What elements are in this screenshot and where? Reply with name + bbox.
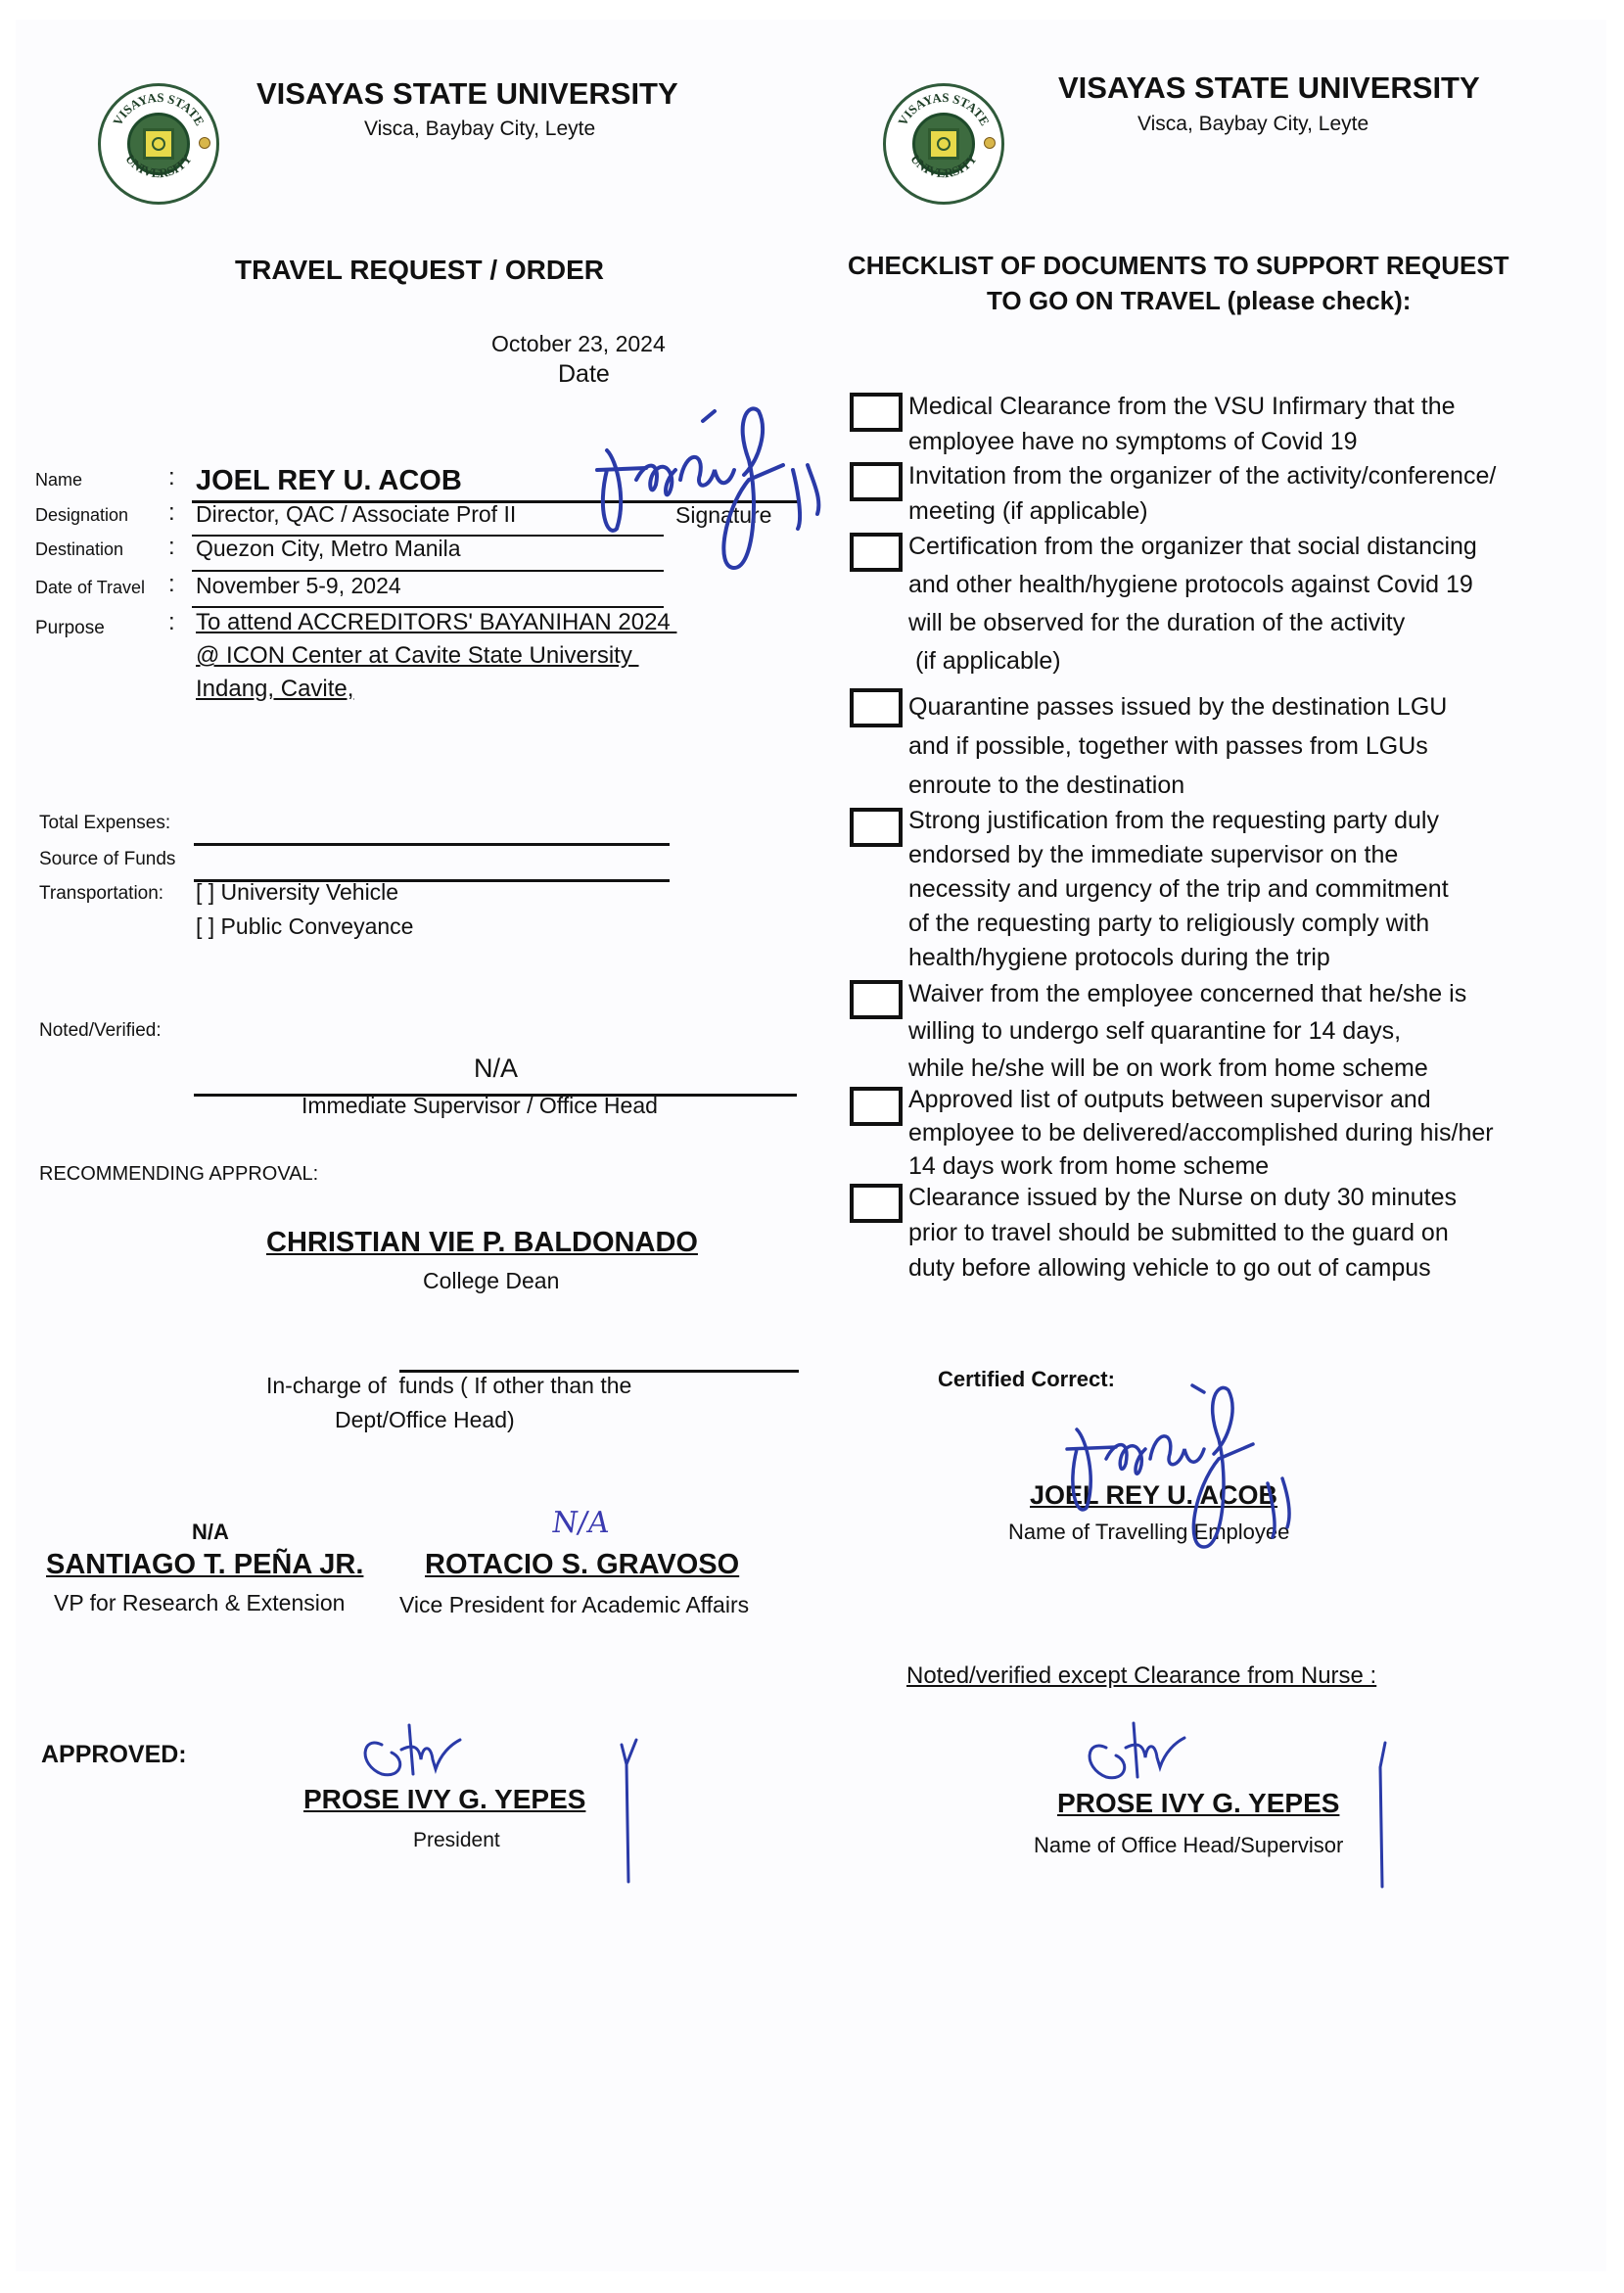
- vp2-handwritten-na: N/A: [549, 1506, 612, 1540]
- request-date: October 23, 2024: [491, 331, 666, 356]
- purpose-line-3: Indang, Cavite,: [196, 676, 354, 702]
- form-title: TRAVEL REQUEST / ORDER: [235, 255, 605, 285]
- funds-caption-1: In-charge of funds ( If other than the: [266, 1373, 632, 1398]
- checkbox-nurse-clearance[interactable]: [850, 1184, 903, 1223]
- total-expenses-label: Total Expenses:: [39, 813, 171, 833]
- employee-name: JOEL REY U. ACOB: [1030, 1480, 1278, 1510]
- svg-text:UNIVERSITY: UNIVERSITY: [907, 151, 980, 181]
- date-of-travel-colon: :: [168, 571, 175, 597]
- date-of-travel-label: Date of Travel: [35, 578, 146, 597]
- university-address-left: Visca, Baybay City, Leyte: [364, 117, 596, 140]
- recommending-approval-label: RECOMMENDING APPROVAL:: [39, 1163, 319, 1185]
- checkbox-waiver[interactable]: [850, 980, 903, 1019]
- name-value: JOEL REY U. ACOB: [196, 465, 462, 496]
- president-signature: [343, 1715, 656, 1892]
- checklist-item-text: Medical Clearance from the VSU Infirmary that the employee have no symptoms of Covid 19: [908, 393, 1456, 455]
- svg-text:VISAYAS STATE: VISAYAS STATE: [895, 89, 993, 128]
- destination-value: Quezon City, Metro Manila: [196, 536, 461, 561]
- designation-value: Director, QAC / Associate Prof II: [196, 501, 517, 527]
- checkbox-approved-outputs[interactable]: [850, 1087, 903, 1126]
- certified-correct-label: Certified Correct:: [938, 1367, 1115, 1391]
- checklist-item-text: Quarantine passes issued by the destination LGU and if possible, together with passes from LGUs enroute to the destination: [908, 693, 1448, 799]
- office-head-name: PROSE IVY G. YEPES: [1057, 1788, 1340, 1818]
- signature-label: Signature: [675, 502, 772, 528]
- employee-signature-top: [587, 392, 901, 597]
- designation-label: Designation: [35, 505, 129, 525]
- checklist-item-text: Clearance issued by the Nurse on duty 30 minutes prior to travel should be submitted to the guard on duty before allowing vehicle to go out of campus: [908, 1184, 1458, 1282]
- noted-except-nurse-label: Noted/verified except Clearance from Nurse :: [906, 1662, 1377, 1689]
- vp1-na: N/A: [192, 1520, 229, 1544]
- noted-verified-label: Noted/Verified:: [39, 1020, 162, 1041]
- approved-label: APPROVED:: [41, 1741, 187, 1768]
- checklist-item-text: Invitation from the organizer of the activity/conference/ meeting (if applicable): [908, 462, 1497, 525]
- president-name: PROSE IVY G. YEPES: [303, 1784, 586, 1814]
- president-title: President: [413, 1829, 500, 1851]
- office-head-caption: Name of Office Head/Supervisor: [1034, 1833, 1344, 1857]
- checkbox-strong-justification[interactable]: [850, 808, 903, 847]
- university-name-left: VISAYAS STATE UNIVERSITY: [256, 76, 678, 111]
- employee-caption: Name of Travelling Employee: [1008, 1520, 1290, 1544]
- university-seal-right: [883, 83, 1004, 205]
- designation-colon: :: [168, 499, 175, 526]
- date-label: Date: [558, 360, 610, 388]
- employee-signature-certified: [1057, 1380, 1370, 1576]
- dean-title: College Dean: [423, 1268, 560, 1293]
- dean-name: CHRISTIAN VIE P. BALDONADO: [266, 1227, 698, 1258]
- university-seal-left: [98, 83, 219, 205]
- funds-caption-2: Dept/Office Head): [335, 1407, 515, 1432]
- checklist-item-text: Waiver from the employee concerned that he/she is willing to undergo self quarantine for 14 days, while he/she will be on work from home scheme: [908, 980, 1467, 1082]
- name-label: Name: [35, 470, 83, 490]
- checklist-title-line-1: CHECKLIST OF DOCUMENTS TO SUPPORT REQUEST: [848, 251, 1509, 280]
- university-address-right: Visca, Baybay City, Leyte: [1137, 113, 1369, 135]
- date-of-travel-value: November 5-9, 2024: [196, 573, 401, 598]
- svg-text:VISAYAS STATE: VISAYAS STATE: [110, 89, 208, 128]
- purpose-colon: :: [168, 609, 175, 635]
- destination-colon: :: [168, 534, 175, 560]
- office-head-signature: [1077, 1718, 1400, 1895]
- source-of-funds-label: Source of Funds: [39, 849, 176, 869]
- transport-option-public-conveyance[interactable]: [ ] Public Conveyance: [196, 913, 414, 939]
- checklist-item-text: Strong justification from the requesting party duly endorsed by the immediate supervisor on the necessity and urgency of the trip and commitment of the requesting party to religiously comply with health/hygiene protocols during the trip: [908, 807, 1449, 971]
- vp2-title: Vice President for Academic Affairs: [399, 1592, 750, 1617]
- checklist-title-line-2: TO GO ON TRAVEL (please check):: [987, 286, 1412, 315]
- destination-label: Destination: [35, 539, 124, 559]
- supervisor-value: N/A: [474, 1053, 519, 1083]
- vp1-name: SANTIAGO T. PEÑA JR.: [46, 1549, 364, 1580]
- checkbox-quarantine-passes[interactable]: [850, 688, 903, 727]
- university-name-right: VISAYAS STATE UNIVERSITY: [1058, 70, 1480, 105]
- checklist-item-text: Certification from the organizer that social distancing and other health/hygiene protocols against Covid 19 will be observed for the duration of the activity (if applicable): [908, 533, 1477, 675]
- vp2-name: ROTACIO S. GRAVOSO: [425, 1549, 740, 1580]
- purpose-line-1: To attend ACCREDITORS' BAYANIHAN 2024: [196, 609, 677, 635]
- vp1-title: VP for Research & Extension: [54, 1590, 346, 1615]
- checklist-item-text: Approved list of outputs between supervisor and employee to be delivered/accomplished during his/her 14 days work from home scheme: [908, 1086, 1494, 1180]
- date-of-travel-underline: [192, 606, 664, 608]
- transportation-label: Transportation:: [39, 883, 164, 904]
- name-colon: :: [168, 464, 175, 491]
- svg-text:UNIVERSITY: UNIVERSITY: [122, 151, 195, 181]
- purpose-line-2: @ ICON Center at Cavite State University: [196, 642, 639, 669]
- total-expenses-line: [194, 843, 670, 846]
- supervisor-caption: Immediate Supervisor / Office Head: [302, 1093, 658, 1118]
- transport-option-university-vehicle[interactable]: [ ] University Vehicle: [196, 879, 399, 905]
- purpose-label: Purpose: [35, 618, 105, 638]
